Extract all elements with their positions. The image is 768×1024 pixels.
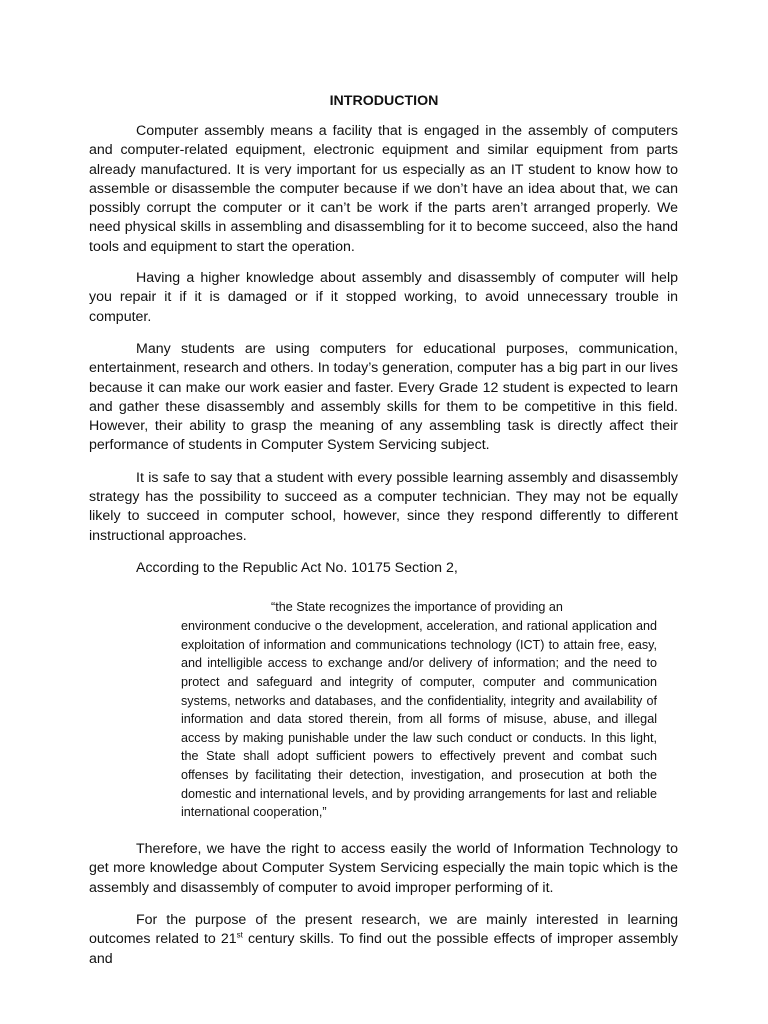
page-title: INTRODUCTION [329,93,439,109]
republic-act-quote [181,598,657,822]
paragraph-republic-act: According to the Republic Act No. 10175 Section 2, [136,559,458,576]
ordinal-superscript: st [236,930,243,940]
paragraph-computer-assembly: Computer assembly means a facility that is engaged in the assembly of computers and computer-related equipment, electronic equipment and similar equipment from parts already manufactured. It is very important for us especially as an IT student to know how to assemble or disassemble the computer because if we don’t have an idea about that, we can possibly corrupt the computer or it can’t be work if the parts aren’t arranged properly. We need physical skills in assembling and disassembling for it to become succeed, also the hand tools and equipment to start the operation. [89,123,678,255]
document-body [89,122,678,969]
paragraph-higher-knowledge: Having a higher knowledge about assembly and disassembly of computer will help you repair it if it is damaged or if it stopped working, to avoid unnecessary trouble in computer. [89,270,678,325]
paragraph-learning-strategy: It is safe to say that a student with every possible learning assembly and disassembly strategy has the possibility to succeed as a computer technician. They may not be equally likely to succeed in computer school, however, since they respond differently to different instructional approaches. [89,469,678,544]
present-research-text-before: For the purpose of the present research, we are mainly interested in learning outcomes related to 21 [89,912,678,948]
paragraph-therefore: Therefore, we have the right to access easily the world of Information Technology to get more knowledge about Computer System Servicing especially the main topic which is the assembly and disassembly of computer to avoid improper performing of it. [89,841,678,896]
paragraph-present-research [89,911,678,969]
quote-lead-line: “the State recognizes the importance of providing an [271,600,563,615]
present-research-text-after: century skills. To find out the possible effects of improper assembly and [89,931,679,967]
quote-body: environment conducive o the development, acceleration, and rational application and exploitation of information and communications technology (ICT) to attain free, easy, and intelligible access to exchange and/or delivery of information; and the need to protect and safeguard and integrity of computer, computer and communication systems, networks and databases, and the confidentiality, integrity and availability of information and data stored therein, from all forms of misuse, abuse, and illegal access by making punishable under the law such conduct or conducts. In this light, the State shall adopt sufficient powers to effectively prevent and combat such offenses by facilitating their detection, investigation, and prosecution at both the domestic and international levels, and by providing arrangements for last and reliable international cooperation,” [181,618,657,820]
paragraph-students-using-computers: Many students are using computers for educational purposes, communication, entertainment, research and others. In today’s generation, computer has a big part in our lives because it can make our work easier and faster. Every Grade 12 student is expected to learn and gather these disassembly and assembly skills for them to be competitive in this field. However, their ability to grasp the meaning of any assembling task is directly affect their performance of students in Computer System Servicing subject. [89,340,678,454]
